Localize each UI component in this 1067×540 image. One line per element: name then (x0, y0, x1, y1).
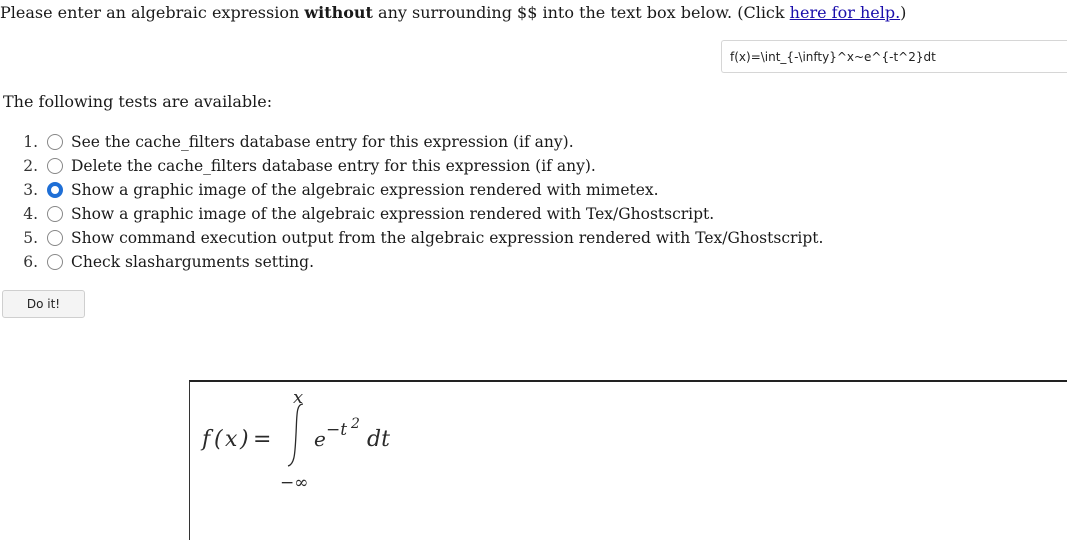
help-link[interactable]: here for help. (789, 3, 901, 22)
radio-button-option-1[interactable] (47, 134, 63, 150)
do-it-button[interactable]: Do it! (2, 290, 85, 318)
tests-heading: The following tests are available: (3, 92, 273, 111)
option-number: 4. (23, 205, 38, 223)
expression-input[interactable] (721, 40, 1067, 73)
intro-text-end: ) (900, 3, 907, 22)
integral-sign (288, 404, 303, 466)
intro-text-middle: any surrounding $$ into the text box below. (Click (372, 3, 790, 22)
option-label[interactable]: Show a graphic image of the algebraic expression rendered with Tex/Ghostscript. (71, 205, 715, 223)
formula-open-paren: ( (214, 427, 223, 452)
formula-close-paren: ) (240, 427, 249, 452)
rendered-expression-image (189, 380, 1067, 540)
formula-equals: = (253, 427, 272, 452)
option-label[interactable]: Delete the cache_filters database entry for this expression (if any). (71, 157, 596, 175)
option-number: 6. (23, 253, 38, 271)
radio-button-option-4[interactable] (47, 206, 63, 222)
option-label[interactable]: Show command execution output from the algebraic expression rendered with Tex/Ghostscript. (71, 229, 824, 247)
option-label[interactable]: Show a graphic image of the algebraic expression rendered with mimetex. (71, 181, 659, 199)
intro-bold-word: without (304, 3, 373, 22)
option-label[interactable]: See the cache_filters database entry for this expression (if any). (71, 133, 574, 151)
radio-button-option-3[interactable] (47, 182, 63, 198)
intro-text-start: Please enter an algebraic expression (0, 3, 305, 22)
option-number: 2. (23, 157, 38, 175)
rendered-formula (190, 382, 450, 522)
formula-function-name: f (202, 427, 211, 452)
radio-button-option-2[interactable] (47, 158, 63, 174)
option-number: 1. (23, 133, 38, 151)
option-number: 5. (23, 229, 38, 247)
integral-upper-limit: x (293, 387, 304, 408)
formula-differential: dt (367, 427, 390, 452)
integral-lower-limit: −∞ (280, 473, 309, 493)
radio-button-option-5[interactable] (47, 230, 63, 246)
radio-button-option-6[interactable] (47, 254, 63, 270)
formula-variable: x (225, 427, 238, 452)
option-number: 3. (23, 181, 38, 199)
formula-exponent-power: 2 (351, 416, 360, 432)
formula-exponential-base: e (314, 427, 326, 451)
option-label[interactable]: Check slasharguments setting. (71, 253, 314, 271)
formula-exponent: −t (326, 420, 348, 440)
intro-text (0, 2, 906, 24)
